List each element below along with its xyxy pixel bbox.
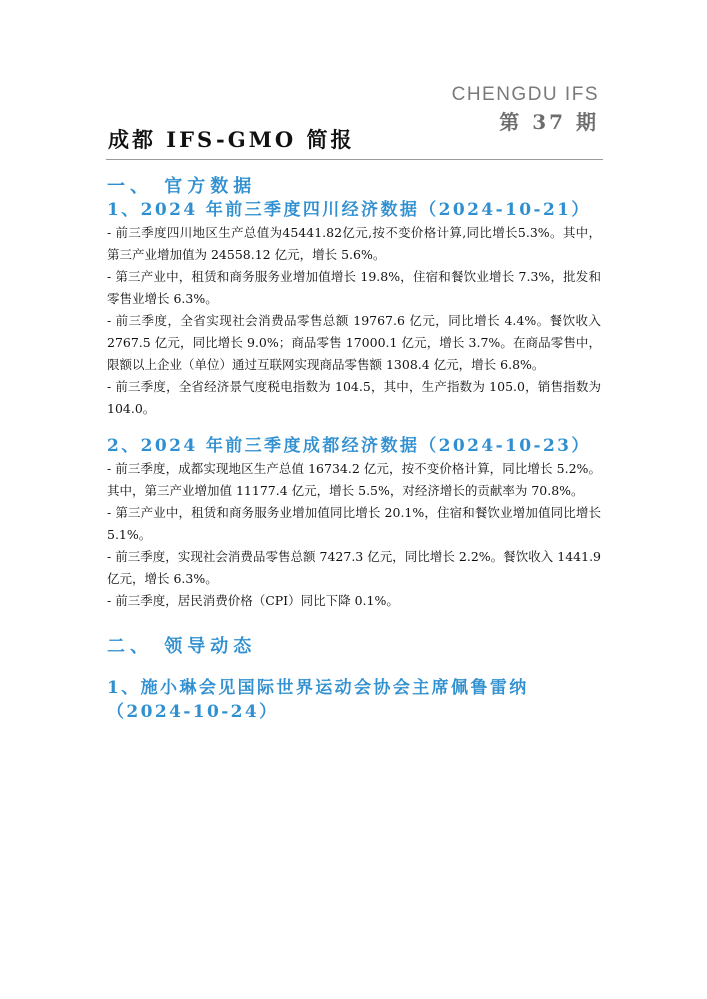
- paragraph: - 前三季度，全省实现社会消费品零售总额 19767.6 亿元，同比增长 4.4%。餐饮收入 2767.5 亿元，同比增长 9.0%；商品零售 17000.1 亿元，增长 3.7%。在商品零售中，限额以上企业（单位）通过互联网实现商品零售额 1308.4 亿元，增长 6.8%。: [107, 313, 601, 372]
- paragraph: - 前三季度四川地区生产总值为45441.82亿元,按不变价格计算,同比增长5.3%。其中，第三产业增加值为 24558.12 亿元，增长 5.6%。: [107, 225, 601, 262]
- title-divider: [106, 159, 603, 160]
- paragraph: - 前三季度，实现社会消费品零售总额 7427.3 亿元，同比增长 2.2%。餐饮收入 1441.9 亿元，增长 6.3%。: [107, 549, 601, 586]
- item-heading-sichuan-economy: 1、2024 年前三季度四川经济数据（2024-10-21）: [107, 200, 591, 220]
- section-heading-leadership: 二、 领导动态: [107, 636, 257, 657]
- issue-number: 第 37 期: [499, 110, 599, 134]
- page-title: 成都 IFS-GMO 简报: [108, 127, 355, 152]
- paragraph: - 第三产业中，租赁和商务服务业增加值同比增长 20.1%，住宿和餐饮业增加值同比增长 5.1%。: [107, 505, 601, 542]
- paragraph: - 前三季度，全省经济景气度税电指数为 104.5，其中，生产指数为 105.0，销售指数为 104.0。: [107, 379, 601, 416]
- document-body: [107, 172, 601, 724]
- item-heading-meeting: 1、施小琳会见国际世界运动会协会主席佩鲁雷纳（2024-10-24）: [107, 678, 529, 722]
- paragraph: - 前三季度，居民消费价格（CPI）同比下降 0.1%。: [107, 593, 399, 608]
- paragraph: - 前三季度，成都实现地区生产总值 16734.2 亿元，按不变价格计算，同比增长 5.2%。其中，第三产业增加值 11177.4 亿元，增长 5.5%，对经济增长的贡献率为 70.8%。: [107, 461, 601, 498]
- section-heading-official-data: 一、 官方数据: [107, 176, 257, 197]
- paragraph: - 第三产业中，租赁和商务服务业增加值增长 19.8%，住宿和餐饮业增长 7.3%，批发和零售业增长 6.3%。: [107, 269, 601, 306]
- brand-label: CHENGDU IFS: [451, 84, 599, 105]
- item-heading-chengdu-economy: 2、2024 年前三季度成都经济数据（2024-10-23）: [107, 436, 591, 456]
